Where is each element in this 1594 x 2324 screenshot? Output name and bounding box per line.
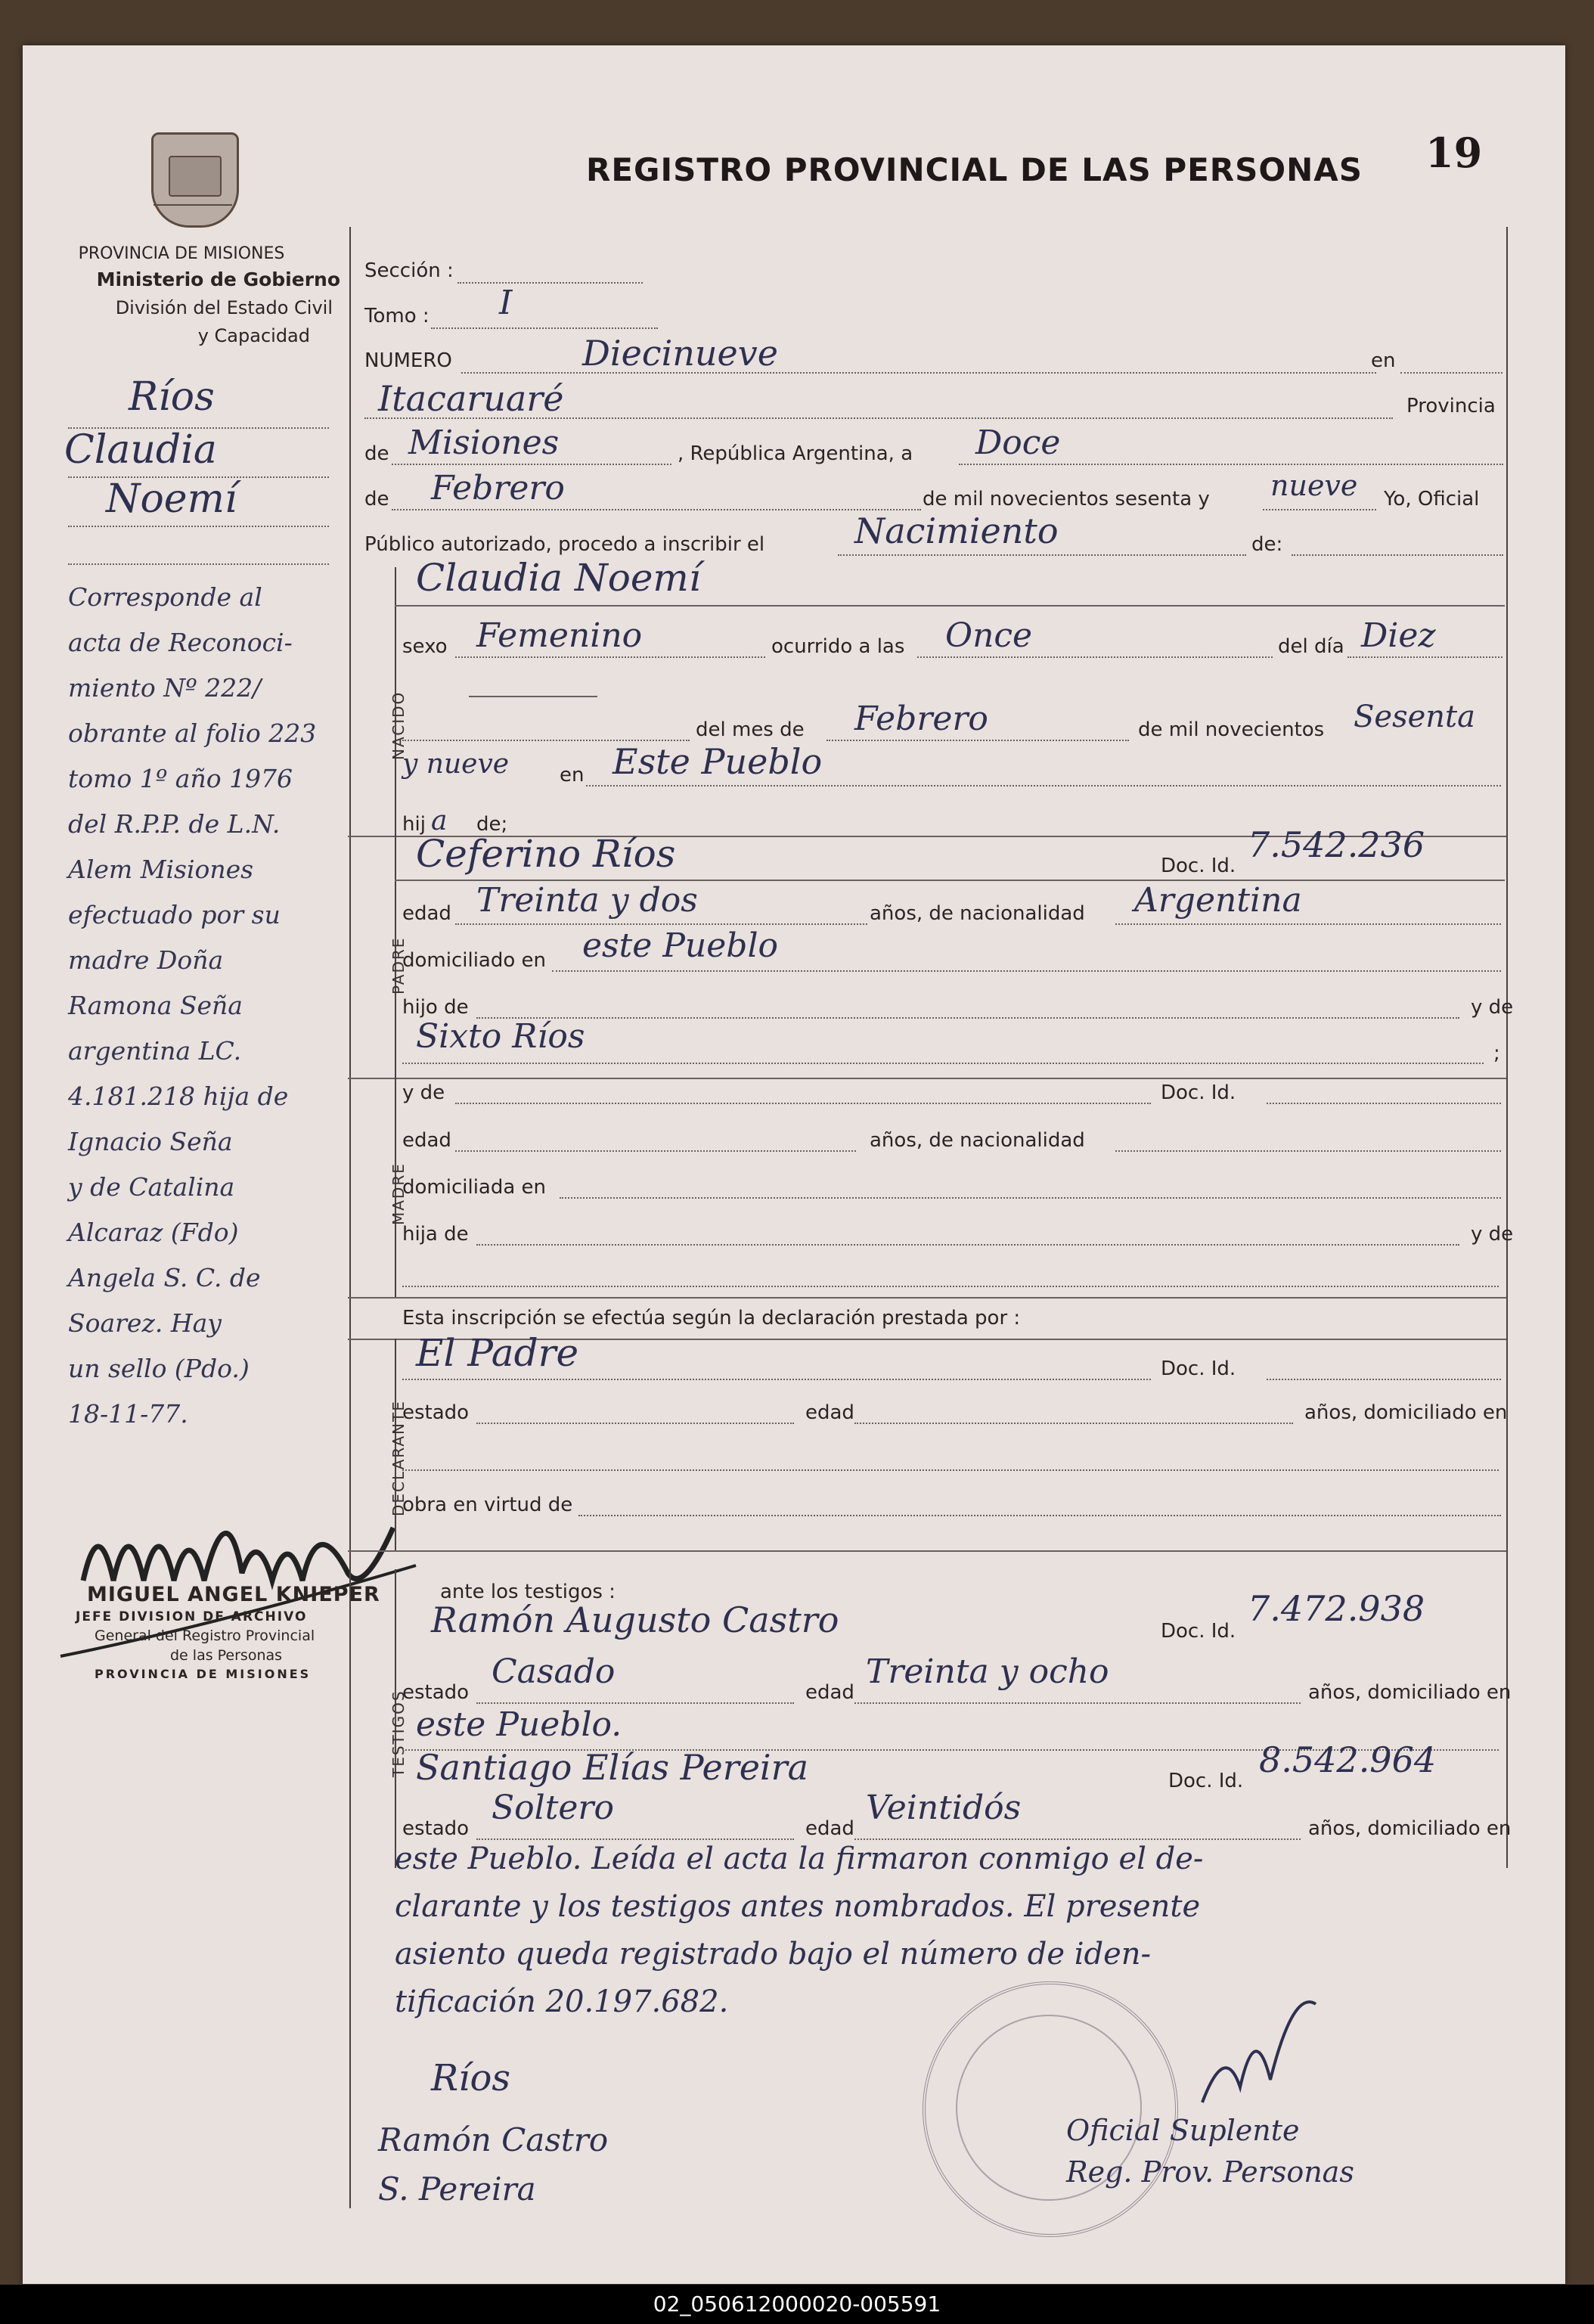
label-provincia: Provincia [1406, 395, 1496, 417]
label-seccion: Sección : [364, 259, 454, 282]
value-dia-a: Doce [975, 424, 1061, 462]
agency-line4: y Capacidad [197, 325, 310, 346]
official-title1: JEFE DIVISION DE ARCHIVO [76, 1609, 308, 1624]
value-hora: Once [945, 616, 1033, 655]
official-title3: de las Personas [170, 1647, 283, 1664]
label-anos-dom-testigo2: años, domiciliado en [1308, 1817, 1512, 1840]
label-sexo: sexo [402, 635, 448, 658]
label-del-dia: del día [1278, 635, 1344, 658]
closing-line3: asiento queda registrado bajo el número de iden- [395, 1937, 1152, 1972]
label-doc-testigo2: Doc. Id. [1168, 1770, 1244, 1792]
label-ocurrido: ocurrido a las [771, 635, 905, 658]
closing-line1: este Pueblo. Leída el acta la firmaron conmigo el de- [395, 1842, 1204, 1876]
section-declarante: DECLARANTE [389, 1400, 408, 1516]
label-nac-madre: años, de nacionalidad [870, 1129, 1085, 1152]
margin-given1: Claudia [64, 427, 217, 473]
value-testigo2-estado: Soltero [492, 1789, 614, 1827]
value-declarante: El Padre [416, 1331, 579, 1375]
label-de-colon: de: [1251, 533, 1283, 556]
label-de-1: de [364, 442, 389, 465]
label-doc-padre: Doc. Id. [1161, 855, 1236, 877]
oficial-signature-icon [1187, 1981, 1338, 2133]
value-acto: Nacimiento [854, 510, 1059, 551]
agency-line3: División del Estado Civil [115, 297, 333, 318]
value-padre-padre: Sixto Ríos [416, 1017, 585, 1056]
label-edad-madre: edad [402, 1129, 451, 1152]
label-anos-dom-declarante: años, domiciliado en [1304, 1401, 1508, 1424]
value-numero: Diecinueve [582, 333, 778, 374]
value-testigo2-edad: Veintidós [866, 1789, 1022, 1827]
label-obra: obra en virtud de [402, 1494, 573, 1516]
label-publico: Público autorizado, procedo a inscribir el [364, 533, 765, 556]
label-doc-declarante: Doc. Id. [1161, 1357, 1236, 1380]
label-dom-madre: domiciliada en [402, 1176, 547, 1199]
label-y-de-padre: y de [1471, 996, 1514, 1019]
official-name: MIGUEL ANGEL KNIEPER [87, 1583, 380, 1606]
label-de-2: de [364, 488, 389, 510]
label-republica: , República Argentina, a [678, 442, 913, 465]
label-ante-testigos: ante los testigos : [440, 1581, 616, 1603]
label-estado-testigo1: estado [402, 1681, 470, 1704]
label-edad-declarante: edad [805, 1401, 854, 1424]
provincial-crest-icon [151, 132, 239, 228]
section-testigos: TESTIGOS [389, 1689, 408, 1777]
image-id-footer: 02_050612000020-005591 [0, 2285, 1594, 2324]
label-edad-testigo1: edad [805, 1681, 854, 1704]
label-del-mes: del mes de [696, 718, 805, 741]
label-sesenta-y: de mil novecientos sesenta y [923, 488, 1210, 510]
official-title2: General del Registro Provincial [95, 1627, 315, 1644]
value-anio-nac: Sesenta [1354, 700, 1475, 734]
agency-line2: Ministerio de Gobierno [96, 268, 340, 290]
label-en: en [1371, 349, 1396, 372]
signature-rios: Ríos [431, 2057, 511, 2099]
label-doc-madre: Doc. Id. [1161, 1081, 1236, 1104]
margin-given2: Noemí [106, 476, 237, 522]
value-anio-y: nueve [1270, 469, 1358, 502]
value-hijo-suffix: a [431, 805, 448, 836]
label-dom-padre: domiciliado en [402, 949, 547, 972]
label-hija-de-madre: hija de [402, 1223, 469, 1246]
label-tomo: Tomo : [364, 305, 430, 327]
value-padre-edad: Treinta y dos [476, 881, 698, 920]
value-mes: Febrero [431, 469, 565, 507]
value-provincia: Misiones [408, 424, 560, 462]
value-mes-nac: Febrero [854, 700, 988, 738]
value-testigo1: Ramón Augusto Castro [431, 1599, 839, 1640]
label-edad-testigo2: edad [805, 1817, 854, 1840]
section-madre: MADRE [389, 1162, 408, 1225]
value-padre-nac: Argentina [1134, 881, 1302, 920]
label-hijo: hij [402, 813, 426, 836]
signature-castro: Ramón Castro [378, 2121, 609, 2158]
label-anos-dom-testigo1: años, domiciliado en [1308, 1681, 1512, 1704]
closing-line4: tificación 20.197.682. [395, 1984, 729, 2019]
label-y-de-madre2: y de [1471, 1223, 1514, 1246]
signature-pereira: S. Pereira [378, 2170, 536, 2208]
label-edad-padre: edad [402, 902, 451, 925]
value-padre-dom: este Pueblo [582, 926, 779, 965]
label-en-lugar: en [560, 764, 585, 787]
closing-line2: clarante y los testigos antes nombrados. El presente [395, 1889, 1201, 1924]
label-de-semicolon: de; [476, 813, 508, 836]
label-mil-nov: de mil novecientos [1138, 718, 1325, 741]
value-anio-nac2: y nueve [402, 749, 510, 780]
label-semicolon-padre: ; [1493, 1042, 1500, 1065]
label-estado-testigo2: estado [402, 1817, 470, 1840]
value-lugar-nac: Este Pueblo [612, 741, 823, 782]
value-dia: Diez [1361, 616, 1436, 655]
value-tomo: I [499, 284, 513, 322]
value-testigo1-doc: 7.472.938 [1248, 1588, 1425, 1629]
section-padre: PADRE [389, 936, 408, 994]
value-padre-nombre: Ceferino Ríos [416, 832, 676, 876]
margin-annotation: Corresponde al acta de Reconoci- miento Nº 222/ obrante al folio 223 tomo 1º año 1976 del R.P.P. de L.N. Alem Misiones efectuado por su madre Doña Ramona Seña argentina LC. 4.181.218 hija de Ignacio Seña y de Catalina Alcaraz (Fdo) Angela S. C. de Soarez. Hay un sello (Pdo.) 18-11-77. [68, 582, 317, 1429]
register-page [23, 45, 1565, 2284]
agency-line1: PROVINCIA DE MISIONES [78, 244, 285, 263]
signature-oficial-line2: Reg. Prov. Personas [1066, 2155, 1354, 2189]
value-padre-doc: 7.542.236 [1248, 824, 1425, 865]
value-place: Itacaruaré [378, 378, 564, 419]
page-number: 19 [1425, 129, 1483, 177]
value-sexo: Femenino [476, 616, 643, 655]
label-estado-declarante: estado [402, 1401, 470, 1424]
value-testigo1-dom: este Pueblo. [416, 1705, 622, 1744]
margin-surname: Ríos [129, 374, 215, 420]
official-title4: PROVINCIA DE MISIONES [95, 1667, 312, 1681]
label-declaracion: Esta inscripción se efectúa según la declaración prestada por : [402, 1307, 1021, 1330]
label-y-de-madre: y de [402, 1081, 445, 1104]
value-testigo1-estado: Casado [492, 1652, 616, 1691]
section-nacido: NACIDO [389, 690, 408, 760]
value-testigo2: Santiago Elías Pereira [416, 1747, 809, 1788]
signature-oficial-line1: Oficial Suplente [1066, 2114, 1300, 2147]
label-nac-padre: años, de nacionalidad [870, 902, 1085, 925]
page-title: REGISTRO PROVINCIAL DE LAS PERSONAS [586, 151, 1363, 188]
label-hijo-de-padre: hijo de [402, 996, 469, 1019]
label-yo-oficial: Yo, Oficial [1384, 488, 1480, 510]
official-seal-icon [923, 1981, 1178, 2237]
value-nombre: Claudia Noemí [416, 556, 701, 600]
value-testigo1-edad: Treinta y ocho [866, 1652, 1109, 1691]
label-doc-testigo1: Doc. Id. [1161, 1620, 1236, 1643]
value-testigo2-doc: 8.542.964 [1259, 1739, 1437, 1780]
label-numero: NUMERO [364, 349, 452, 372]
